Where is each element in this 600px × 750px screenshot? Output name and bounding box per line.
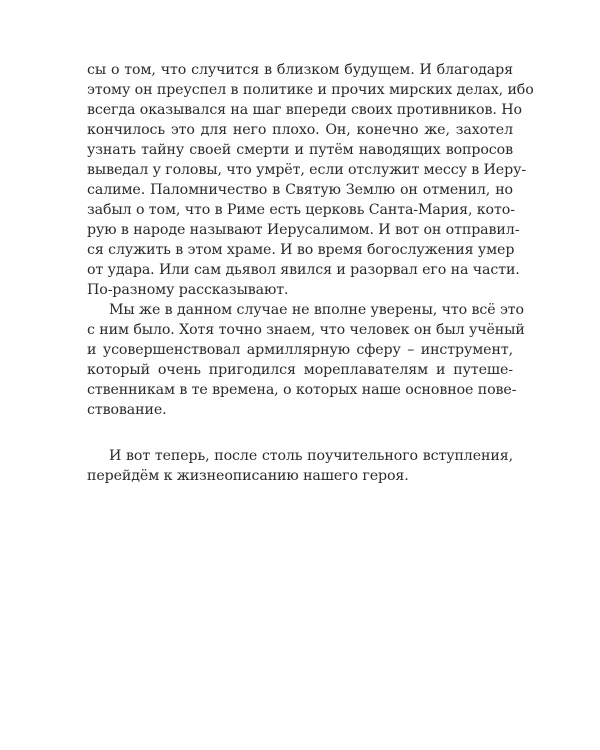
text-line: ствование. — [87, 402, 167, 418]
text-line: ственникам в те времена, о которых наше основное пове- — [87, 382, 517, 398]
text-line: кончилось это для него плохо. Он, конечно же, захотел — [87, 122, 513, 138]
paragraph-1 — [87, 60, 534, 300]
text-line: забыл о том, что в Риме есть церковь Санта-Мария, кото- — [87, 202, 515, 218]
text-line: и усовершенствовал армиллярную сферу – инструмент, — [87, 342, 513, 358]
text-line: рую в народе называют Иерусалимом. И вот он отправил- — [87, 222, 520, 238]
text-line: с ним было. Хотя точно знаем, что человек он был учёный — [87, 322, 525, 338]
text-line: от удара. Или сам дьявол явился и разорвал его на части. — [87, 262, 520, 278]
section-gap — [87, 420, 513, 446]
text-line: ся служить в этом храме. И во время богослужения умер — [87, 242, 515, 258]
text-line: Мы же в данном случае не вполне уверены, что всё это — [109, 302, 524, 318]
text-line: салиме. Паломничество в Святую Землю он отменил, но — [87, 182, 513, 198]
paragraph-2 — [87, 300, 525, 420]
text-line: сы о том, что случится в близком будущем. И благодаря — [87, 62, 513, 78]
text-line: И вот теперь, после столь поучительного вступления, — [109, 448, 513, 464]
page-body — [87, 60, 534, 486]
text-line: узнать тайну своей смерти и путём наводящих вопросов — [87, 142, 513, 158]
text-line: перейдём к жизнеописанию нашего героя. — [87, 468, 409, 484]
text-line: всегда оказывался на шаг впереди своих противников. Но — [87, 102, 522, 118]
paragraph-3 — [87, 446, 513, 486]
text-line: По-разному рассказывают. — [87, 282, 289, 298]
text-line: этому он преуспел в политике и прочих мирских делах, ибо — [87, 82, 534, 98]
text-line: который очень пригодился мореплавателям и путеше- — [87, 362, 513, 378]
text-line: выведал у головы, что умрёт, если отслужит мессу в Иеру- — [87, 162, 527, 178]
